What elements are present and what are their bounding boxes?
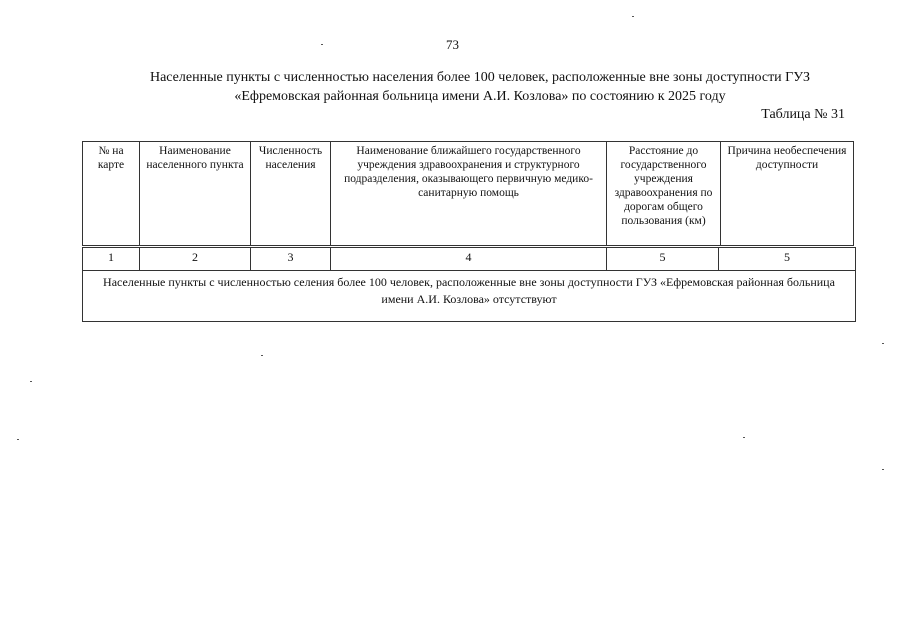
scan-speck [743,437,745,438]
title-line-1: Населенные пункты с численностью населения более 100 человек, расположенные вне зоны доступности ГУЗ [149,70,811,85]
scan-speck [632,16,634,17]
scan-speck [882,343,884,344]
header-cell-nearest-institution: Наименование ближайшего государственного учреждения здравоохранения и структурного подразделения, оказывающего первичную медико-санитарную помощь [331,142,607,246]
column-number-cell: 1 [83,248,140,271]
column-number-cell: 3 [251,248,331,271]
header-row [83,142,854,246]
column-number-cell: 2 [140,248,251,271]
header-cell-settlement-name: Наименование населенного пункта [140,142,251,246]
header-table [82,141,854,246]
column-number-cell: 4 [331,248,607,271]
column-number-row [83,248,856,271]
table-caption: Таблица № 31 [761,107,845,122]
header-cell-map-number: № на карте [83,142,140,246]
scan-speck [30,381,32,382]
header-cell-reason: Причина необеспечения доступности [721,142,854,246]
scan-speck [321,44,323,45]
title-line-2: «Ефремовская районная больница имени А.И. Козлова» по состоянию к 2025 году [234,89,726,104]
scan-speck [261,355,263,356]
numbers-table [82,247,856,322]
note-row [83,271,856,322]
header-cell-population: Численность населения [251,142,331,246]
document-title [90,68,870,106]
header-cell-distance: Расстояние до государственного учреждения здравоохранения по дорогам общего пользования (км) [607,142,721,246]
note-cell: Населенные пункты с численностью селения более 100 человек, расположенные вне зоны доступности ГУЗ «Ефремовская районная больница имени А.И. Козлова» отсутствуют [83,271,856,322]
page-number: 73 [446,37,459,52]
scan-speck [882,469,884,470]
column-number-cell: 5 [719,248,856,271]
scan-speck [17,439,19,440]
column-number-cell: 5 [607,248,719,271]
